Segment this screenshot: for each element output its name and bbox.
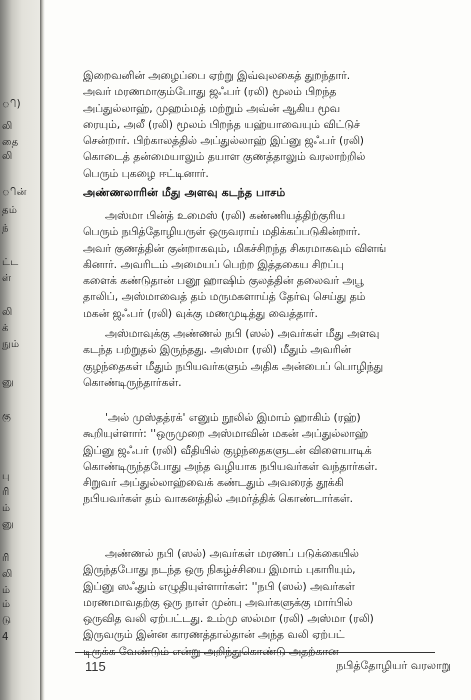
text-line: 'அல் முஸ்தத்ரக்' எனும் நூலில் இமாம் ஹாகிம் (ரஹ்): [105, 411, 361, 424]
facing-page-edge: [0, 0, 40, 700]
text-line: நபியவர்கள் தம் வாகனத்தில் அமர்த்திக் கொண்டார்கள்.: [83, 492, 354, 506]
text-line: அஸ்மாவுக்கு அண்ணல் நபி (ஸல்) அவர்கள் மீது அளவு: [105, 327, 380, 340]
text-line: தாலிப், அஸ்மாவைத் தம் மருமகளாய்த் தேர்வு செய்து தம்: [83, 290, 366, 304]
gutter-fragment: 4: [2, 632, 9, 643]
text-line: அப்துல்லாஹ், முஹம்மத் மற்றும் அவ்ன் ஆகிய மூவ: [83, 101, 341, 115]
book-page: [45, 0, 471, 700]
text-line: இப்னு ஜஃபர் (ரலி) வீதியில் குழந்தைகளுடன் விளையாடிக்: [83, 443, 372, 457]
section-heading: அண்ணலாரின் மீது அளவு கடந்த பாசம்: [83, 186, 286, 199]
gutter-fragment: ம்: [2, 585, 11, 596]
text-line: கூறியுள்ளார்: ''ஒருமுறை அஸ்மாவின் மகன் அப்துல்லாஹ்: [83, 427, 368, 441]
gutter-fragment: லி: [2, 121, 13, 132]
gutter-fragment: ின்: [2, 187, 27, 198]
paragraph-4: [83, 410, 443, 508]
text-line: பெரும் நபித்தோழியருள் ஒருவராய் மதிக்கப்படுகின்றார்.: [83, 225, 361, 239]
text-line: அண்ணல் நபி (ஸல்) அவர்கள் மரணப் படுக்கையில்: [105, 547, 359, 560]
gutter-fragment: லி: [2, 569, 13, 580]
running-head: நபித்தோழியர் வரலாறு: [336, 659, 451, 672]
text-line: அஸ்மா பின்த் உமைஸ் (ரலி) கண்ணியத்திற்குரிய: [105, 209, 346, 222]
text-line: கொண்டிருந்தபோது அந்த வழியாக நபியவர்கள் வந்தார்கள்.: [83, 459, 378, 473]
page-number: 115: [85, 659, 106, 674]
paragraph-2: [83, 208, 443, 322]
text-line: இருந்தபோது நடந்த ஒரு நிகழ்ச்சியை இமாம் புகாரியும்,: [83, 563, 356, 577]
gutter-fragment: க்: [2, 323, 9, 334]
text-line: களைக் கண்டுதான் பனூ ஹாஷிம் குலத்தின் தலைவர் அபூ: [83, 274, 364, 288]
text-line: இறைவனின் அழைப்பை ஏற்று இவ்வுலகைத் துறந்தார்.: [83, 69, 351, 82]
gutter-fragment: தை: [2, 137, 19, 148]
text-line: இருவரும் இன்ன காரணத்தால்தான் அந்த வலி ஏற்பட்: [83, 628, 345, 642]
text-line: மரணமாவதற்கு ஒரு நாள் முன்பு அவர்களுக்கு மார்பில்: [83, 595, 353, 609]
text-line: ரையும், அலீ (ரலி) மூலம் பிறந்த யஹ்யாவையும் விட்டுச்: [83, 117, 360, 131]
gutter-fragment: ம்: [2, 503, 11, 514]
gutter-fragment: னு: [2, 377, 15, 388]
text-line: குழந்தைகள் மீதும் நபியவர்களும் அதிக அன்பைப் பொழிந்து: [83, 359, 384, 373]
gutter-fragment: ள்: [2, 273, 12, 284]
paragraph-1: [83, 68, 443, 182]
gutter-fragment: ம்: [2, 599, 11, 610]
text-line: சிறுவர் அப்துல்லாஹ்வைக் கண்டதும் அவரைத் தூக்கி: [83, 476, 344, 490]
gutter-fragment: னு: [2, 519, 15, 530]
gutter-fragment: நும்: [2, 339, 20, 350]
text-line: ஒருவித வலி ஏற்பட்டது. உம்மு ஸல்மா (ரலி) அஸ்மா (ரலி): [83, 612, 374, 626]
text-line: பெரும் புகழை ஈட்டினார்.: [83, 166, 209, 180]
paragraph-3: [83, 326, 443, 391]
gutter-fragment: டு: [2, 615, 12, 626]
gutter-fragment: லி: [2, 151, 13, 162]
text-line: சென்றார். பிற்காலத்தில் அப்துல்லாஹ் இப்னு ஜஃபர் (ரலி): [83, 134, 365, 148]
text-line: கினார். அவரிடம் அமையப் பெற்ற இத்தகைய சிறப்பு: [83, 257, 344, 271]
gutter-fragment: பு: [2, 471, 10, 482]
gutter-fragment: ரி: [2, 553, 10, 564]
text-line: கடந்த பற்றுதல் இருந்தது. அஸ்மா (ரலி) மீதும் அவரின்: [83, 343, 351, 357]
gutter-fragment: லி: [2, 307, 13, 318]
text-line: கொண்டிருந்தார்கள்.: [83, 375, 182, 389]
gutter-fragment: ரி: [2, 487, 10, 498]
gutter-fragment: ட்ட: [2, 257, 19, 268]
text-line: கொடைத் தன்மையாலும் தயாள குணத்தாலும் வரலாற்றில்: [83, 150, 366, 164]
gutter-fragment: கு: [2, 411, 12, 422]
text-line: மகன் ஜஃபர் (ரலி) வுக்கு மணமுடித்து வைத்தார்.: [83, 306, 318, 320]
gutter-fragment: ி): [2, 99, 21, 110]
gutter-fragment: ந்: [2, 223, 9, 234]
paragraph-5: [83, 546, 443, 660]
text-line: அவர் மரணமாகும்போது ஜஃபர் (ரலி) மூலம் பிறந்த: [83, 85, 337, 99]
text-line: இப்னு ஸஃதும் எழுதியுள்ளார்கள்: ''நபி (ஸல்) அவர்கள்: [83, 579, 355, 593]
text-line: அவர் குணத்தின் குன்றாகவும், மிகச்சிறந்த சிகரமாகவும் விளங்: [83, 241, 387, 255]
gutter-fragment: தம்: [2, 205, 18, 216]
footer-rule: [75, 652, 435, 653]
